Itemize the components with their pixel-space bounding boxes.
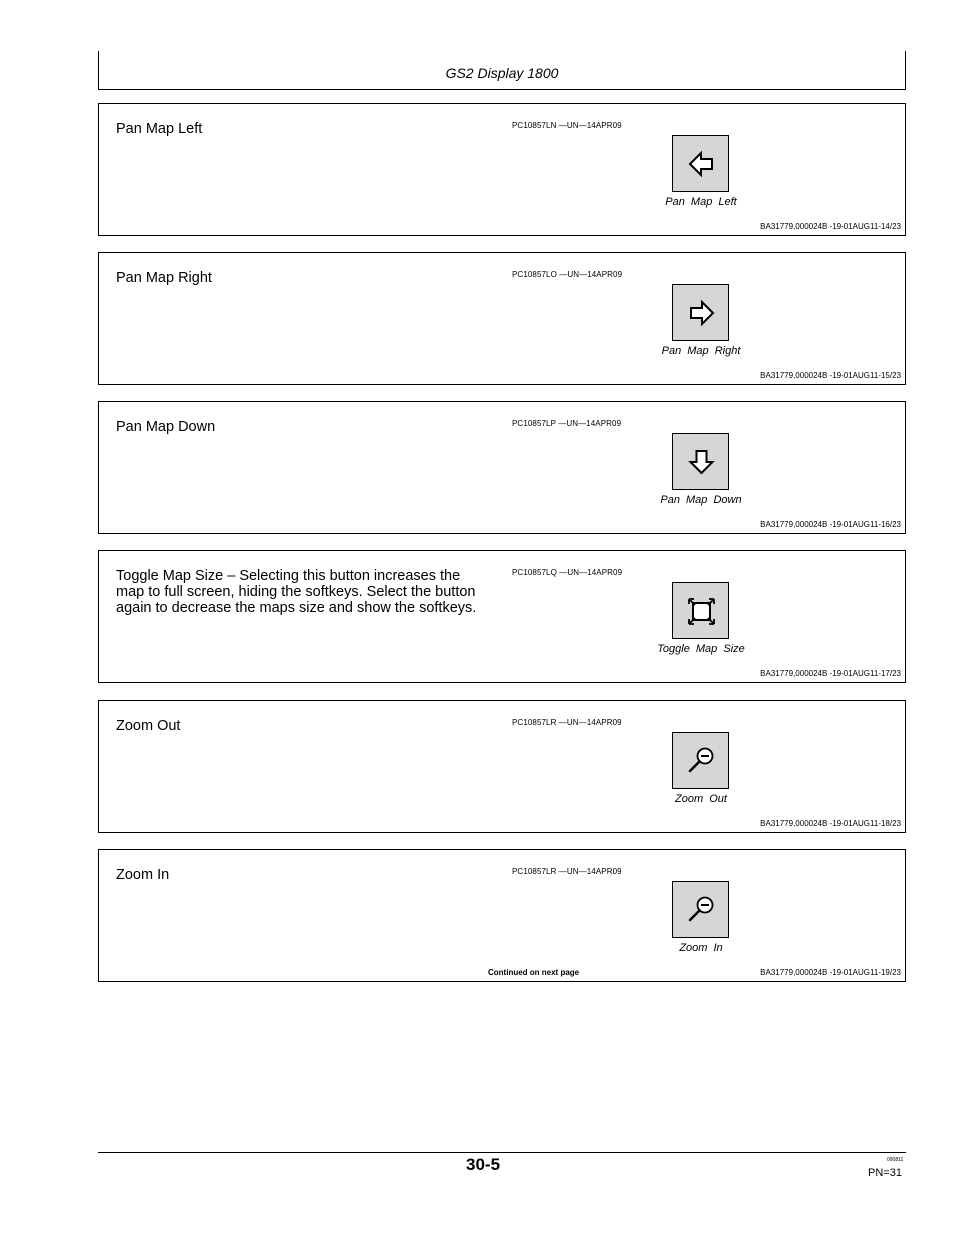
arrow-down-icon <box>672 433 729 490</box>
section-zoom-in <box>98 849 906 982</box>
section-pan-map-down <box>98 401 906 534</box>
document-reference: BA31779,000024B -19-01AUG11-14/23 <box>760 222 901 231</box>
figure-reference: PC10857LR —UN—14APR09 <box>512 718 622 727</box>
zoom-in-icon <box>672 881 729 938</box>
continued-note: Continued on next page <box>488 968 580 977</box>
softkey-caption: Toggle Map Size <box>657 643 745 655</box>
arrow-left-icon <box>672 135 729 192</box>
footer-divider <box>98 1152 906 1153</box>
pn-label: PN=31 <box>868 1167 902 1179</box>
softkey-caption: Pan Map Left <box>665 196 737 208</box>
document-reference: BA31779,000024B -19-01AUG11-18/23 <box>760 819 901 828</box>
document-reference: BA31779,000024B -19-01AUG11-16/23 <box>760 520 901 529</box>
section-zoom-out <box>98 700 906 833</box>
section-title: Pan Map Down <box>116 419 216 435</box>
section-pan-map-right <box>98 252 906 385</box>
figure-reference: PC10857LQ —UN—14APR09 <box>512 568 623 577</box>
figure-reference: PC10857LR —UN—14APR09 <box>512 867 622 876</box>
section-title: Pan Map Right <box>116 270 212 286</box>
section-title: Zoom Out <box>116 718 181 734</box>
footer-code: 090811 <box>887 1157 904 1163</box>
header-title: GS2 Display 1800 <box>445 65 559 81</box>
page-number: 30-5 <box>466 1155 501 1174</box>
softkey-caption: Zoom In <box>679 942 723 954</box>
figure-reference: PC10857LP —UN—14APR09 <box>512 419 622 428</box>
document-reference: BA31779,000024B -19-01AUG11-19/23 <box>760 968 901 977</box>
arrow-right-icon <box>672 284 729 341</box>
section-title: Zoom In <box>116 867 170 883</box>
zoom-out-icon <box>672 732 729 789</box>
softkey-caption: Zoom Out <box>675 793 727 805</box>
section-title: Toggle Map Size – Selecting this button increases the map to full screen, hiding the softkeys. Select the button again to decrease the maps size and show the softkeys. <box>116 568 477 616</box>
softkey-caption: Pan Map Down <box>660 494 742 506</box>
page-header <box>98 51 906 90</box>
toggle-map-size-icon <box>672 582 729 639</box>
figure-reference: PC10857LO —UN—14APR09 <box>512 270 623 279</box>
section-pan-map-left <box>98 103 906 236</box>
figure-reference: PC10857LN —UN—14APR09 <box>512 121 622 130</box>
document-reference: BA31779,000024B -19-01AUG11-15/23 <box>760 371 901 380</box>
section-toggle-map-size <box>98 550 906 683</box>
softkey-caption: Pan Map Right <box>661 345 741 357</box>
document-reference: BA31779,000024B -19-01AUG11-17/23 <box>760 669 901 678</box>
section-title: Pan Map Left <box>116 121 203 137</box>
